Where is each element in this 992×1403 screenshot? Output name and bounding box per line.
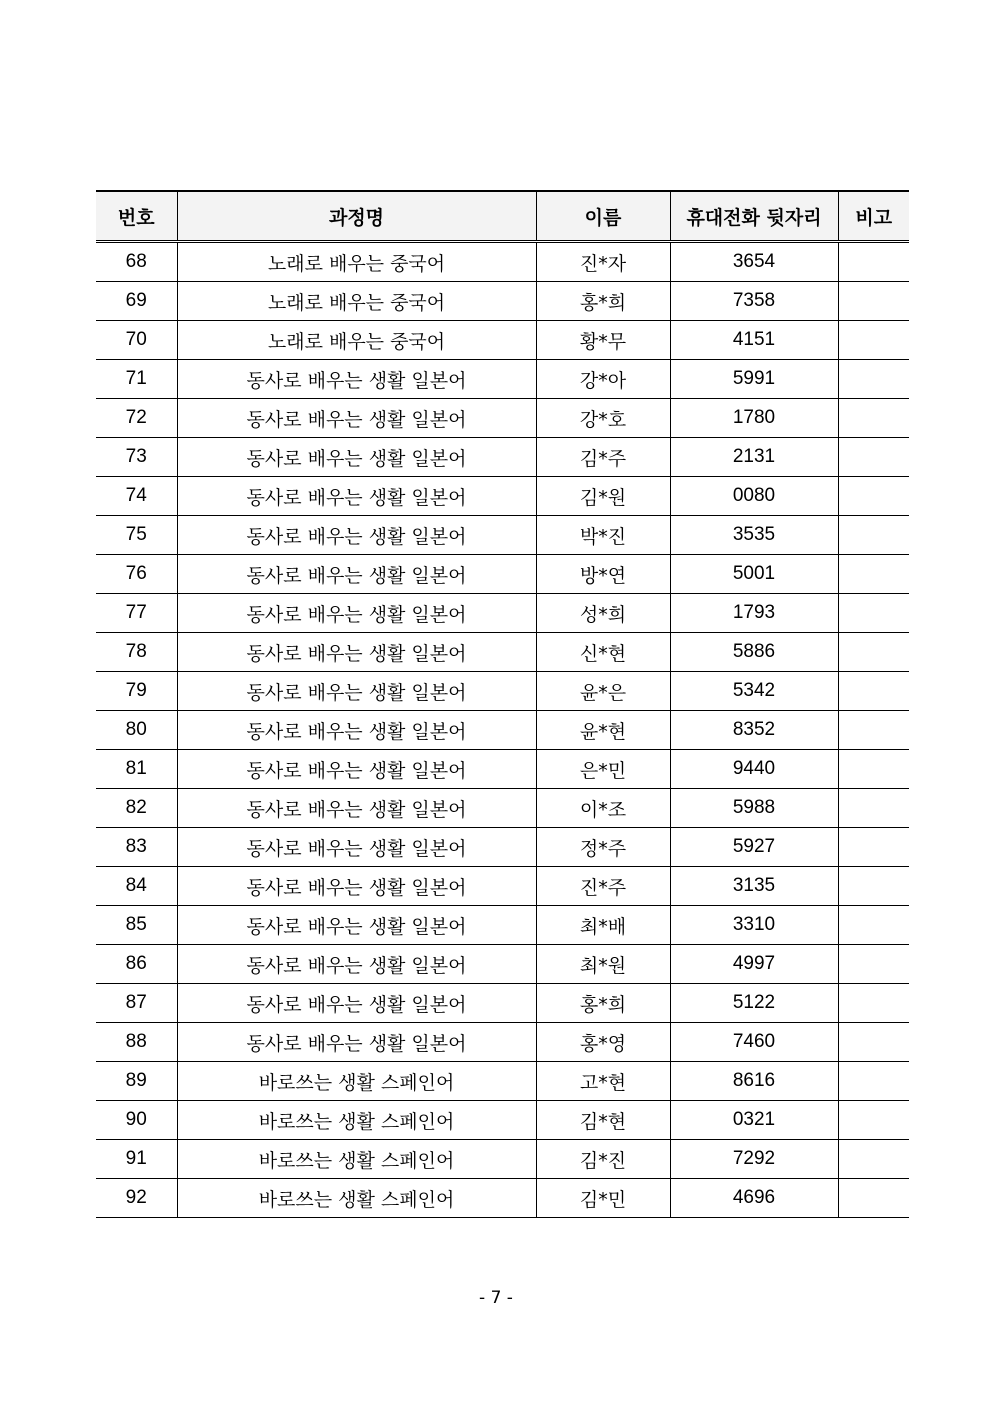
cell-name: 홍*희 bbox=[536, 984, 670, 1023]
cell-phone-last-digits: 5122 bbox=[670, 984, 838, 1023]
table-row bbox=[96, 984, 909, 1023]
table-row bbox=[96, 1101, 909, 1140]
table-body bbox=[96, 242, 909, 1218]
header-number: 번호 bbox=[96, 191, 177, 242]
table-row bbox=[96, 242, 909, 282]
cell-note bbox=[838, 867, 909, 906]
cell-course: 동사로 배우는 생활 일본어 bbox=[177, 399, 536, 438]
cell-course: 동사로 배우는 생활 일본어 bbox=[177, 789, 536, 828]
cell-number: 84 bbox=[96, 867, 177, 906]
cell-note bbox=[838, 555, 909, 594]
cell-name: 황*무 bbox=[536, 321, 670, 360]
cell-course: 바로쓰는 생활 스페인어 bbox=[177, 1140, 536, 1179]
cell-phone-last-digits: 3654 bbox=[670, 242, 838, 282]
cell-note bbox=[838, 984, 909, 1023]
cell-course: 동사로 배우는 생활 일본어 bbox=[177, 594, 536, 633]
cell-name: 강*호 bbox=[536, 399, 670, 438]
cell-number: 87 bbox=[96, 984, 177, 1023]
table-row bbox=[96, 282, 909, 321]
cell-phone-last-digits: 0321 bbox=[670, 1101, 838, 1140]
cell-note bbox=[838, 672, 909, 711]
cell-course: 바로쓰는 생활 스페인어 bbox=[177, 1062, 536, 1101]
cell-course: 동사로 배우는 생활 일본어 bbox=[177, 360, 536, 399]
cell-name: 윤*은 bbox=[536, 672, 670, 711]
cell-course: 동사로 배우는 생활 일본어 bbox=[177, 828, 536, 867]
table-row bbox=[96, 828, 909, 867]
cell-note bbox=[838, 711, 909, 750]
header-name: 이름 bbox=[536, 191, 670, 242]
cell-course: 동사로 배우는 생활 일본어 bbox=[177, 438, 536, 477]
cell-number: 72 bbox=[96, 399, 177, 438]
cell-name: 이*조 bbox=[536, 789, 670, 828]
cell-note bbox=[838, 1179, 909, 1218]
table-row bbox=[96, 633, 909, 672]
cell-phone-last-digits: 1780 bbox=[670, 399, 838, 438]
cell-number: 73 bbox=[96, 438, 177, 477]
cell-note bbox=[838, 789, 909, 828]
cell-phone-last-digits: 5991 bbox=[670, 360, 838, 399]
table-row bbox=[96, 399, 909, 438]
cell-phone-last-digits: 4997 bbox=[670, 945, 838, 984]
cell-note bbox=[838, 750, 909, 789]
table-header-row bbox=[96, 191, 909, 242]
cell-phone-last-digits: 7358 bbox=[670, 282, 838, 321]
cell-course: 노래로 배우는 중국어 bbox=[177, 242, 536, 282]
cell-phone-last-digits: 1793 bbox=[670, 594, 838, 633]
cell-name: 박*진 bbox=[536, 516, 670, 555]
cell-note bbox=[838, 1101, 909, 1140]
cell-name: 고*현 bbox=[536, 1062, 670, 1101]
cell-number: 68 bbox=[96, 242, 177, 282]
cell-name: 김*민 bbox=[536, 1179, 670, 1218]
cell-note bbox=[838, 1140, 909, 1179]
cell-number: 78 bbox=[96, 633, 177, 672]
cell-number: 85 bbox=[96, 906, 177, 945]
cell-course: 동사로 배우는 생활 일본어 bbox=[177, 906, 536, 945]
table-row bbox=[96, 555, 909, 594]
cell-note bbox=[838, 242, 909, 282]
table-row bbox=[96, 672, 909, 711]
cell-number: 71 bbox=[96, 360, 177, 399]
page-number: - 7 - bbox=[479, 1288, 513, 1308]
cell-course: 동사로 배우는 생활 일본어 bbox=[177, 711, 536, 750]
cell-phone-last-digits: 7460 bbox=[670, 1023, 838, 1062]
table-row bbox=[96, 360, 909, 399]
cell-name: 최*원 bbox=[536, 945, 670, 984]
cell-name: 김*현 bbox=[536, 1101, 670, 1140]
table-row bbox=[96, 945, 909, 984]
cell-note bbox=[838, 321, 909, 360]
cell-name: 정*주 bbox=[536, 828, 670, 867]
cell-name: 김*주 bbox=[536, 438, 670, 477]
table-row bbox=[96, 750, 909, 789]
cell-number: 91 bbox=[96, 1140, 177, 1179]
cell-phone-last-digits: 4696 bbox=[670, 1179, 838, 1218]
cell-phone-last-digits: 9440 bbox=[670, 750, 838, 789]
cell-number: 69 bbox=[96, 282, 177, 321]
cell-number: 70 bbox=[96, 321, 177, 360]
table-row bbox=[96, 1023, 909, 1062]
cell-phone-last-digits: 2131 bbox=[670, 438, 838, 477]
cell-phone-last-digits: 7292 bbox=[670, 1140, 838, 1179]
cell-course: 노래로 배우는 중국어 bbox=[177, 282, 536, 321]
cell-number: 86 bbox=[96, 945, 177, 984]
cell-phone-last-digits: 3135 bbox=[670, 867, 838, 906]
cell-phone-last-digits: 4151 bbox=[670, 321, 838, 360]
cell-course: 동사로 배우는 생활 일본어 bbox=[177, 633, 536, 672]
cell-course: 동사로 배우는 생활 일본어 bbox=[177, 945, 536, 984]
cell-number: 90 bbox=[96, 1101, 177, 1140]
cell-phone-last-digits: 8616 bbox=[670, 1062, 838, 1101]
cell-course: 노래로 배우는 중국어 bbox=[177, 321, 536, 360]
cell-course: 동사로 배우는 생활 일본어 bbox=[177, 672, 536, 711]
cell-number: 83 bbox=[96, 828, 177, 867]
cell-number: 76 bbox=[96, 555, 177, 594]
cell-course: 동사로 배우는 생활 일본어 bbox=[177, 750, 536, 789]
cell-name: 최*배 bbox=[536, 906, 670, 945]
cell-number: 75 bbox=[96, 516, 177, 555]
table-row bbox=[96, 516, 909, 555]
cell-course: 동사로 배우는 생활 일본어 bbox=[177, 867, 536, 906]
cell-name: 성*희 bbox=[536, 594, 670, 633]
cell-number: 77 bbox=[96, 594, 177, 633]
cell-name: 홍*희 bbox=[536, 282, 670, 321]
cell-name: 홍*영 bbox=[536, 1023, 670, 1062]
cell-note bbox=[838, 399, 909, 438]
cell-phone-last-digits: 0080 bbox=[670, 477, 838, 516]
cell-course: 바로쓰는 생활 스페인어 bbox=[177, 1179, 536, 1218]
cell-phone-last-digits: 5001 bbox=[670, 555, 838, 594]
cell-course: 바로쓰는 생활 스페인어 bbox=[177, 1101, 536, 1140]
cell-note bbox=[838, 360, 909, 399]
table-row bbox=[96, 321, 909, 360]
cell-name: 김*진 bbox=[536, 1140, 670, 1179]
cell-note bbox=[838, 477, 909, 516]
cell-phone-last-digits: 5988 bbox=[670, 789, 838, 828]
cell-note bbox=[838, 1062, 909, 1101]
cell-note bbox=[838, 906, 909, 945]
cell-number: 79 bbox=[96, 672, 177, 711]
cell-name: 진*자 bbox=[536, 242, 670, 282]
table-row bbox=[96, 867, 909, 906]
cell-number: 81 bbox=[96, 750, 177, 789]
table-row bbox=[96, 1179, 909, 1218]
cell-phone-last-digits: 5342 bbox=[670, 672, 838, 711]
cell-course: 동사로 배우는 생활 일본어 bbox=[177, 477, 536, 516]
cell-name: 윤*현 bbox=[536, 711, 670, 750]
table-row bbox=[96, 711, 909, 750]
table-row bbox=[96, 438, 909, 477]
cell-note bbox=[838, 438, 909, 477]
cell-phone-last-digits: 3310 bbox=[670, 906, 838, 945]
cell-number: 80 bbox=[96, 711, 177, 750]
cell-phone-last-digits: 8352 bbox=[670, 711, 838, 750]
table-row bbox=[96, 906, 909, 945]
header-note: 비고 bbox=[838, 191, 909, 242]
cell-note bbox=[838, 1023, 909, 1062]
cell-course: 동사로 배우는 생활 일본어 bbox=[177, 984, 536, 1023]
participant-table bbox=[96, 190, 909, 1218]
cell-course: 동사로 배우는 생활 일본어 bbox=[177, 516, 536, 555]
header-phone-last-digits: 휴대전화 뒷자리 bbox=[670, 191, 838, 242]
cell-name: 강*아 bbox=[536, 360, 670, 399]
table-row bbox=[96, 1140, 909, 1179]
cell-phone-last-digits: 3535 bbox=[670, 516, 838, 555]
cell-number: 88 bbox=[96, 1023, 177, 1062]
cell-name: 진*주 bbox=[536, 867, 670, 906]
cell-number: 92 bbox=[96, 1179, 177, 1218]
cell-phone-last-digits: 5927 bbox=[670, 828, 838, 867]
cell-note bbox=[838, 516, 909, 555]
cell-name: 신*현 bbox=[536, 633, 670, 672]
cell-name: 은*민 bbox=[536, 750, 670, 789]
cell-note bbox=[838, 594, 909, 633]
table-row bbox=[96, 789, 909, 828]
cell-number: 74 bbox=[96, 477, 177, 516]
cell-name: 김*원 bbox=[536, 477, 670, 516]
cell-number: 89 bbox=[96, 1062, 177, 1101]
table-row bbox=[96, 1062, 909, 1101]
table-row bbox=[96, 594, 909, 633]
cell-name: 방*연 bbox=[536, 555, 670, 594]
cell-course: 동사로 배우는 생활 일본어 bbox=[177, 555, 536, 594]
cell-note bbox=[838, 282, 909, 321]
cell-note bbox=[838, 945, 909, 984]
table-row bbox=[96, 477, 909, 516]
cell-course: 동사로 배우는 생활 일본어 bbox=[177, 1023, 536, 1062]
cell-note bbox=[838, 828, 909, 867]
cell-note bbox=[838, 633, 909, 672]
header-course: 과정명 bbox=[177, 191, 536, 242]
cell-number: 82 bbox=[96, 789, 177, 828]
cell-phone-last-digits: 5886 bbox=[670, 633, 838, 672]
